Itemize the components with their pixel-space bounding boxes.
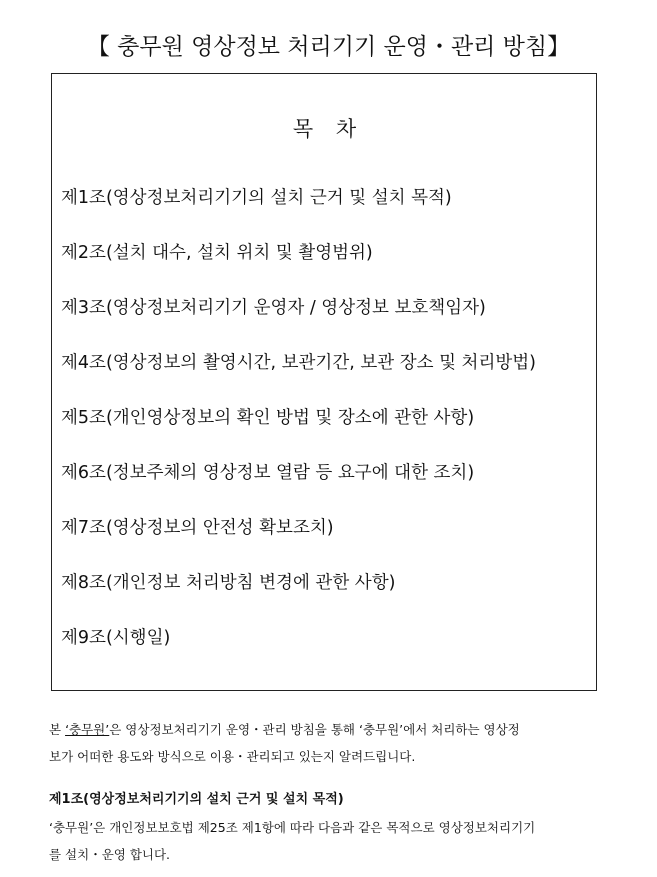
intro-prefix: 본 <box>49 722 66 737</box>
toc-item: 제6조(정보주체의 영상정보 열람 등 요구에 대한 조치) <box>61 463 475 483</box>
section-1-title: 제1조(영상정보처리기기의 설치 근거 및 설치 목적) <box>49 792 344 807</box>
toc-item: 제4조(영상정보의 촬영시간, 보관기간, 보관 장소 및 처리방법) <box>61 353 537 373</box>
intro-org-name: ‘충무원’ <box>65 722 110 737</box>
intro-line2: 보가 어떠한 용도와 방식으로 이용・관리되고 있는지 알려드립니다. <box>49 749 416 764</box>
section-1-line1: ‘충무원’은 개인정보보호법 제25조 제1항에 따라 다음과 같은 목적으로 영상정보처리기기 <box>49 820 536 835</box>
toc-heading: 목 차 <box>292 117 365 141</box>
intro-paragraph <box>49 716 619 770</box>
document-title: 【 충무원 영상정보 처리기기 운영・관리 방침】 <box>86 34 571 60</box>
toc-item: 제3조(영상정보처리기기 운영자 / 영상정보 보호책임자) <box>61 298 486 318</box>
toc-item: 제9조(시행일) <box>61 628 171 648</box>
toc-item: 제1조(영상정보처리기기의 설치 근거 및 설치 목적) <box>61 188 452 208</box>
section-1-line2: 를 설치・운영 합니다. <box>49 847 171 862</box>
toc-item: 제2조(설치 대수, 설치 위치 및 촬영범위) <box>61 243 373 263</box>
toc-item: 제7조(영상정보의 안전성 확보조치) <box>61 518 334 538</box>
toc-item: 제8조(개인정보 처리방침 변경에 관한 사항) <box>61 573 396 593</box>
intro-line1: 은 영상정보처리기기 운영・관리 방침을 통해 ‘충무원’에서 처리하는 영상정 <box>109 722 520 737</box>
toc-item: 제5조(개인영상정보의 확인 방법 및 장소에 관한 사항) <box>61 408 475 428</box>
section-1-paragraph <box>49 814 619 868</box>
table-of-contents-box <box>51 73 597 691</box>
